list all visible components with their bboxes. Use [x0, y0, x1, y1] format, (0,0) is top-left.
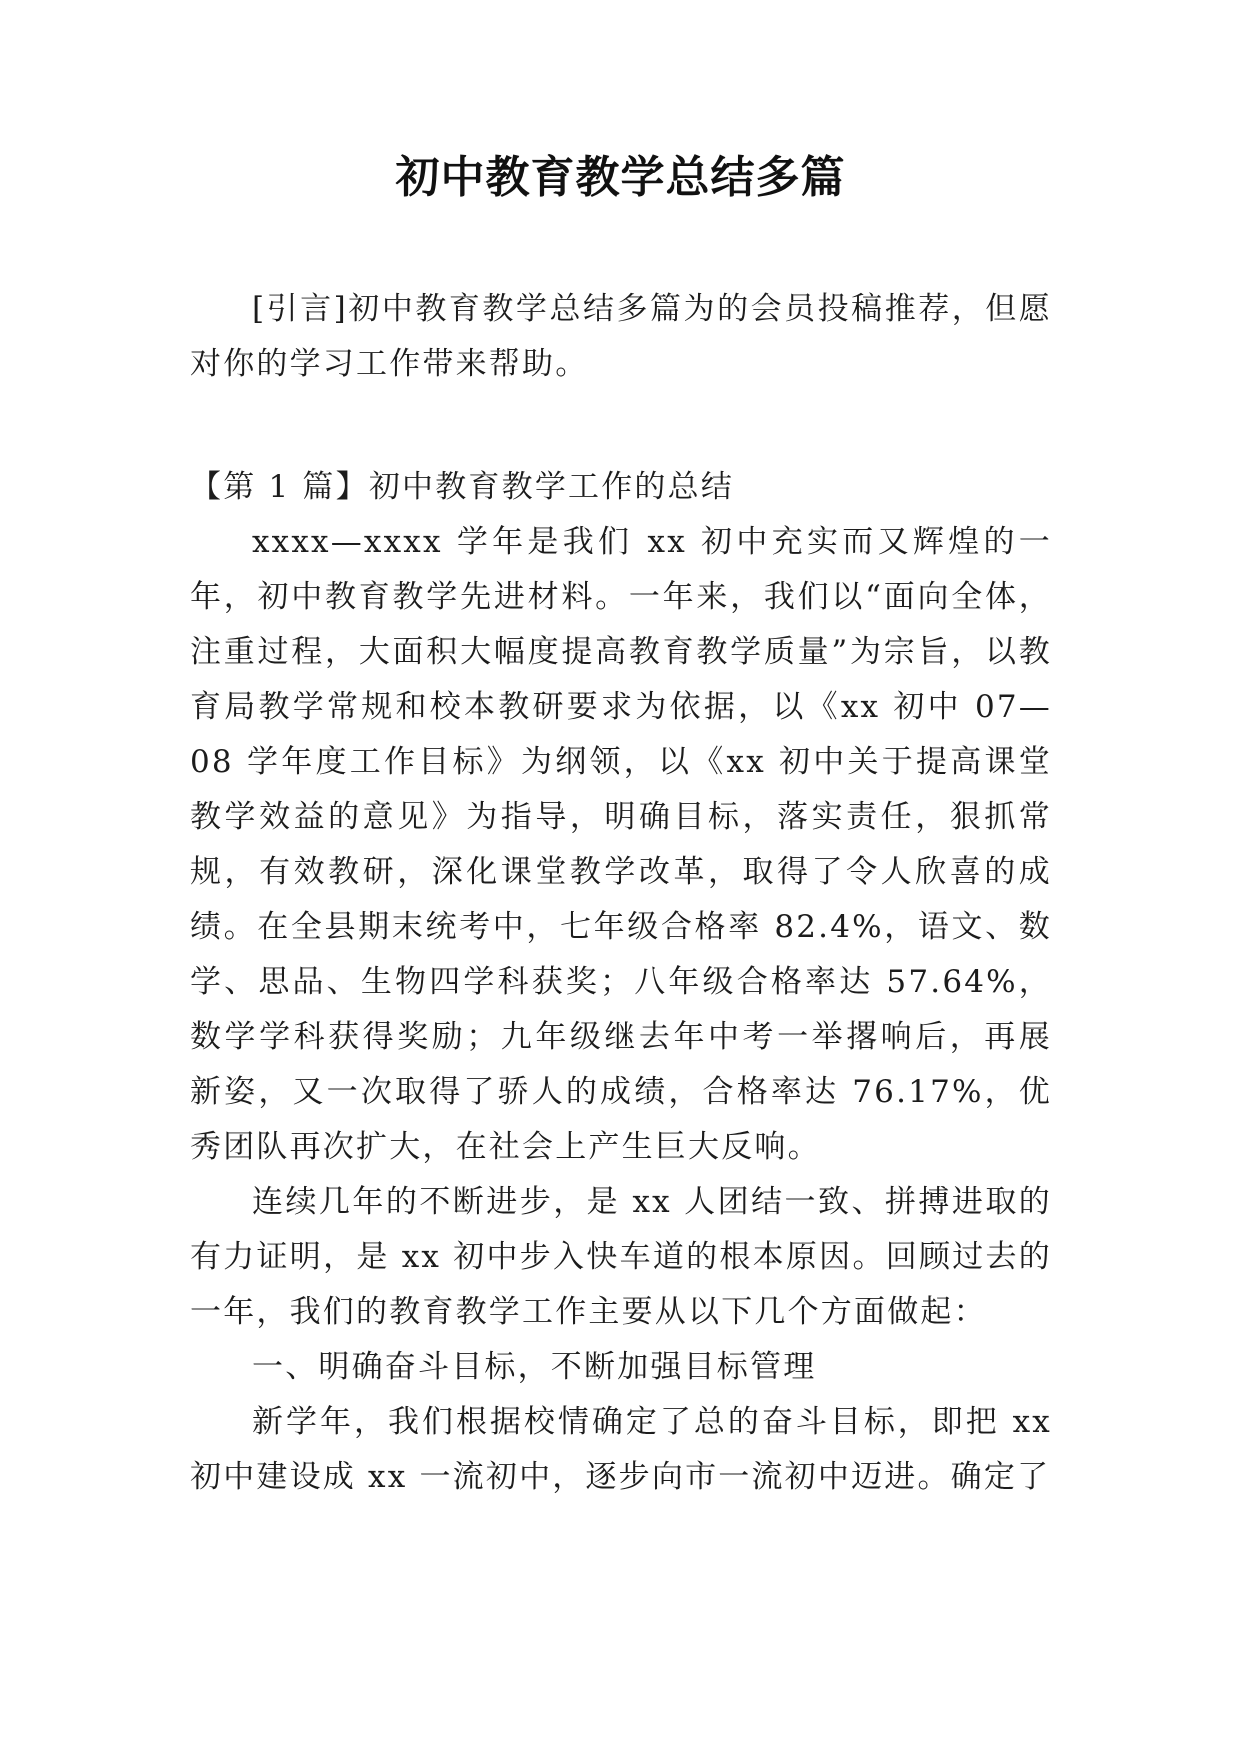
intro-paragraph: [引言]初中教育教学总结多篇为的会员投稿推荐，但愿对你的学习工作带来帮助。 [190, 291, 1052, 382]
intro-block [190, 282, 1052, 392]
section-heading: 【第 1 篇】初中教育教学工作的总结 [190, 469, 735, 505]
body-paragraph: 新学年，我们根据校情确定了总的奋斗目标，即把 xx 初中建设成 xx 一流初中，逐步向市一流初中迈进。确定了 [190, 1404, 1052, 1495]
body-paragraph: 连续几年的不断进步，是 xx 人团结一致、拼搏进取的有力证明，是 xx 初中步入快车道的根本原因。回顾过去的一年，我们的教育教学工作主要从以下几个方面做起： [190, 1184, 1052, 1330]
document-title: 初中教育教学总结多篇 [395, 152, 846, 203]
article-body [190, 460, 1052, 1505]
subsection-heading: 一、明确奋斗目标，不断加强目标管理 [252, 1349, 817, 1385]
body-paragraph: xxxx—xxxx 学年是我们 xx 初中充实而又辉煌的一年，初中教育教学先进材料。一年来，我们以“面向全体，注重过程，大面积大幅度提高教育教学质量”为宗旨，以教育局教学常规和校本教研要求为依据，以《xx 初中 07—08 学年度工作目标》为纲领，以《xx 初中关于提高课堂教学效益的意见》为指导，明确目标，落实责任，狠抓常规，有效教研，深化课堂教学改革，取得了令人欣喜的成绩。在全县期末统考中，七年级合格率 82.4%，语文、数学、思品、生物四学科获奖；八年级合格率达 57.64%，数学学科获得奖励；九年级继去年中考一举撂响后，再展新姿，又一次取得了骄人的成绩，合格率达 76.17%，优秀团队再次扩大，在社会上产生巨大反响。 [190, 524, 1052, 1165]
